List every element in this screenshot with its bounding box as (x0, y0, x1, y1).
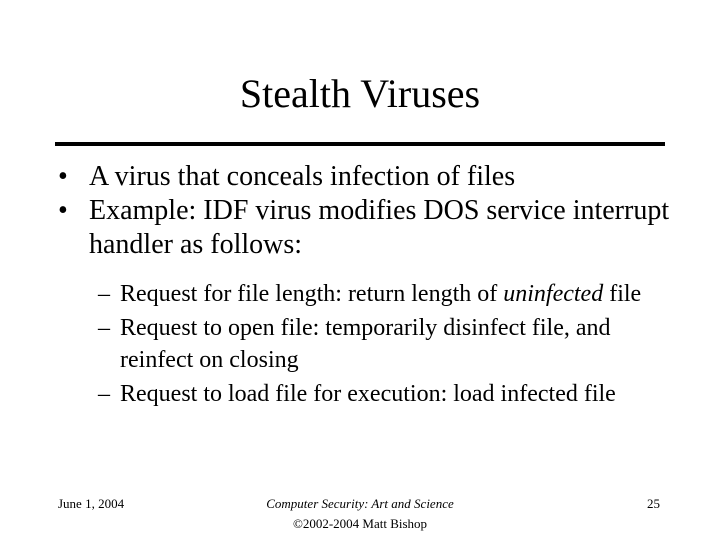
footer-copyright: ©2002-2004 Matt Bishop (292, 516, 428, 531)
bullet-marker: • (58, 195, 68, 226)
bullet-text: Example: IDF virus modifies DOS service interrupt handler as follows: (89, 195, 670, 260)
page-number: 25 (647, 496, 660, 511)
bullet-item (58, 160, 678, 194)
title-divider (55, 142, 665, 146)
sub-bullet-text: Request to load file for execution: load infected file (120, 381, 616, 407)
sub-bullet-text: Request to open file: temporarily disinfect file, and reinfect on closing (120, 315, 611, 373)
sub-bullet-item (98, 378, 678, 410)
sub-bullet-list (98, 278, 678, 412)
sub-bullet-marker: – (98, 381, 110, 407)
sub-bullet-item (98, 312, 678, 376)
bullet-list (58, 160, 678, 262)
sub-bullet-text: Request for file length: return length of (120, 281, 504, 307)
footer-date: June 1, 2004 (58, 496, 125, 511)
emphasized-text: uninfected (503, 281, 604, 307)
footer-source (210, 494, 510, 534)
footer-book-title: Computer Security: Art and Science (266, 496, 454, 511)
sub-bullet-item (98, 278, 678, 310)
sub-bullet-marker: – (98, 281, 110, 307)
bullet-marker: • (58, 161, 68, 192)
slide-title: Stealth Viruses (239, 71, 481, 116)
bullet-text: A virus that conceals infection of files (89, 161, 516, 192)
sub-bullet-marker: – (98, 315, 110, 341)
sub-bullet-text: file (603, 281, 642, 307)
bullet-item (58, 194, 678, 262)
